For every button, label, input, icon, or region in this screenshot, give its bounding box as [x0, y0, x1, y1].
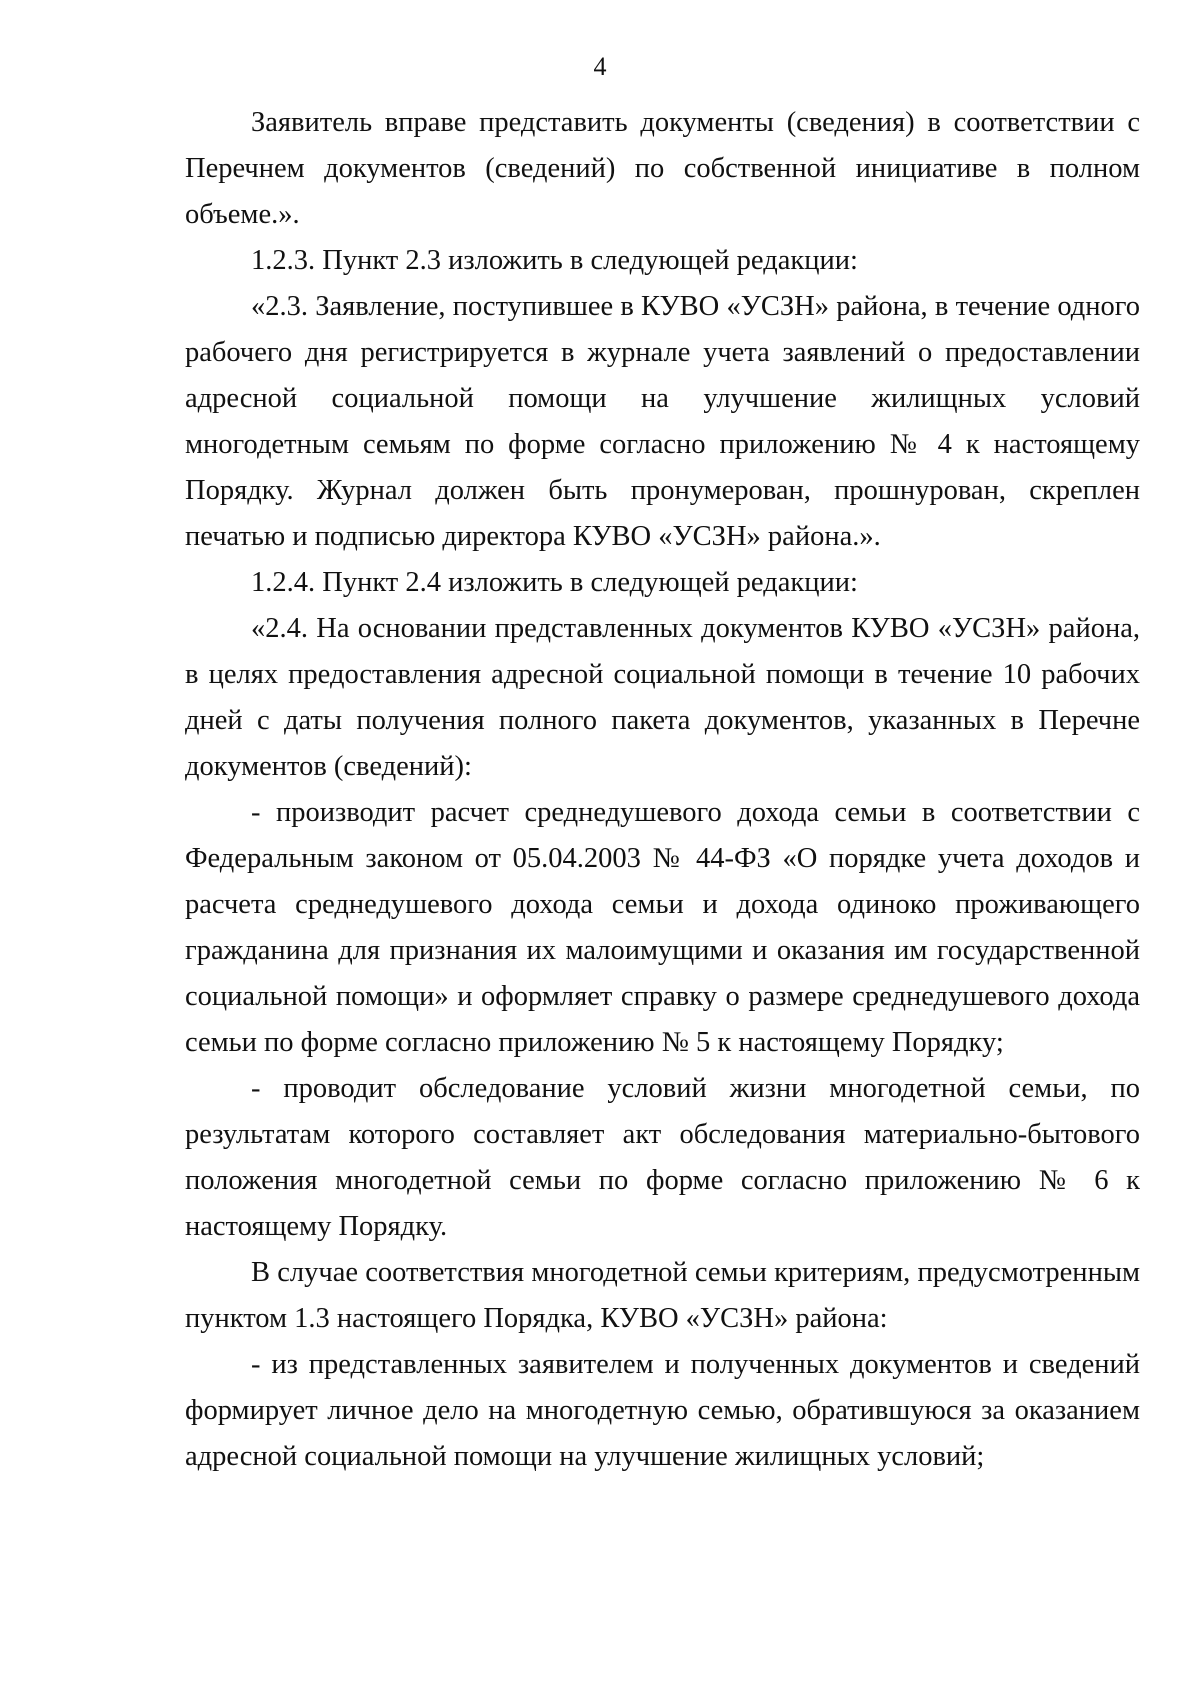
- paragraph-clause-2-3-text: «2.3. Заявление, поступившее в КУВО «УСЗН» района, в течение одного рабочего дня регистрируется в журнале учета заявлений о предоставлении адресной социальной помощи на улучшение жилищных условий многодетным семьям по форме согласно приложению № 4 к настоящему Порядку. Журнал должен быть пронумерован, прошнурован, скреплен печатью и подписью директора КУВО «УСЗН» района.».: [185, 291, 1140, 552]
- paragraph-living-conditions-survey: - проводит обследование условий жизни многодетной семьи, по результатам которого составляет акт обследования материально-бытового положения многодетной семьи по форме согласно приложению № 6 к настоящему Порядку.: [185, 1073, 1140, 1242]
- paragraph-clause-1-2-3-heading: 1.2.3. Пункт 2.3 изложить в следующей редакции:: [251, 245, 858, 276]
- paragraph-income-calculation: - производит расчет среднедушевого дохода семьи в соответствии с Федеральным законом от 05.04.2003 № 44-ФЗ «О порядке учета доходов и расчета среднедушевого дохода семьи и дохода одиноко проживающего гражданина для признания их малоимущими и оказания им государственной социальной помощи» и оформляет справку о размере среднедушевого дохода семьи по форме согласно приложению № 5 к настоящему Порядку;: [185, 797, 1140, 1058]
- paragraph-clause-1-2-4-heading: 1.2.4. Пункт 2.4 изложить в следующей редакции:: [251, 567, 858, 598]
- paragraph-criteria-compliance: В случае соответствия многодетной семьи критериям, предусмотренным пунктом 1.3 настоящего Порядка, КУВО «УСЗН» района:: [185, 1257, 1140, 1334]
- page-number: 4: [593, 52, 607, 81]
- document-body: [185, 100, 1140, 1480]
- paragraph-personal-file: - из представленных заявителем и полученных документов и сведений формирует личное дело на многодетную семью, обратившуюся за оказанием адресной социальной помощи на улучшение жилищных условий;: [185, 1349, 1140, 1472]
- paragraph-clause-2-4-text: «2.4. На основании представленных документов КУВО «УСЗН» района, в целях предоставления адресной социальной помощи в течение 10 рабочих дней с даты получения полного пакета документов, указанных в Перечне документов (сведений):: [185, 613, 1140, 782]
- paragraph-applicant-right: Заявитель вправе представить документы (сведения) в соответствии с Перечнем документов (сведений) по собственной инициативе в полном объеме.».: [185, 107, 1140, 230]
